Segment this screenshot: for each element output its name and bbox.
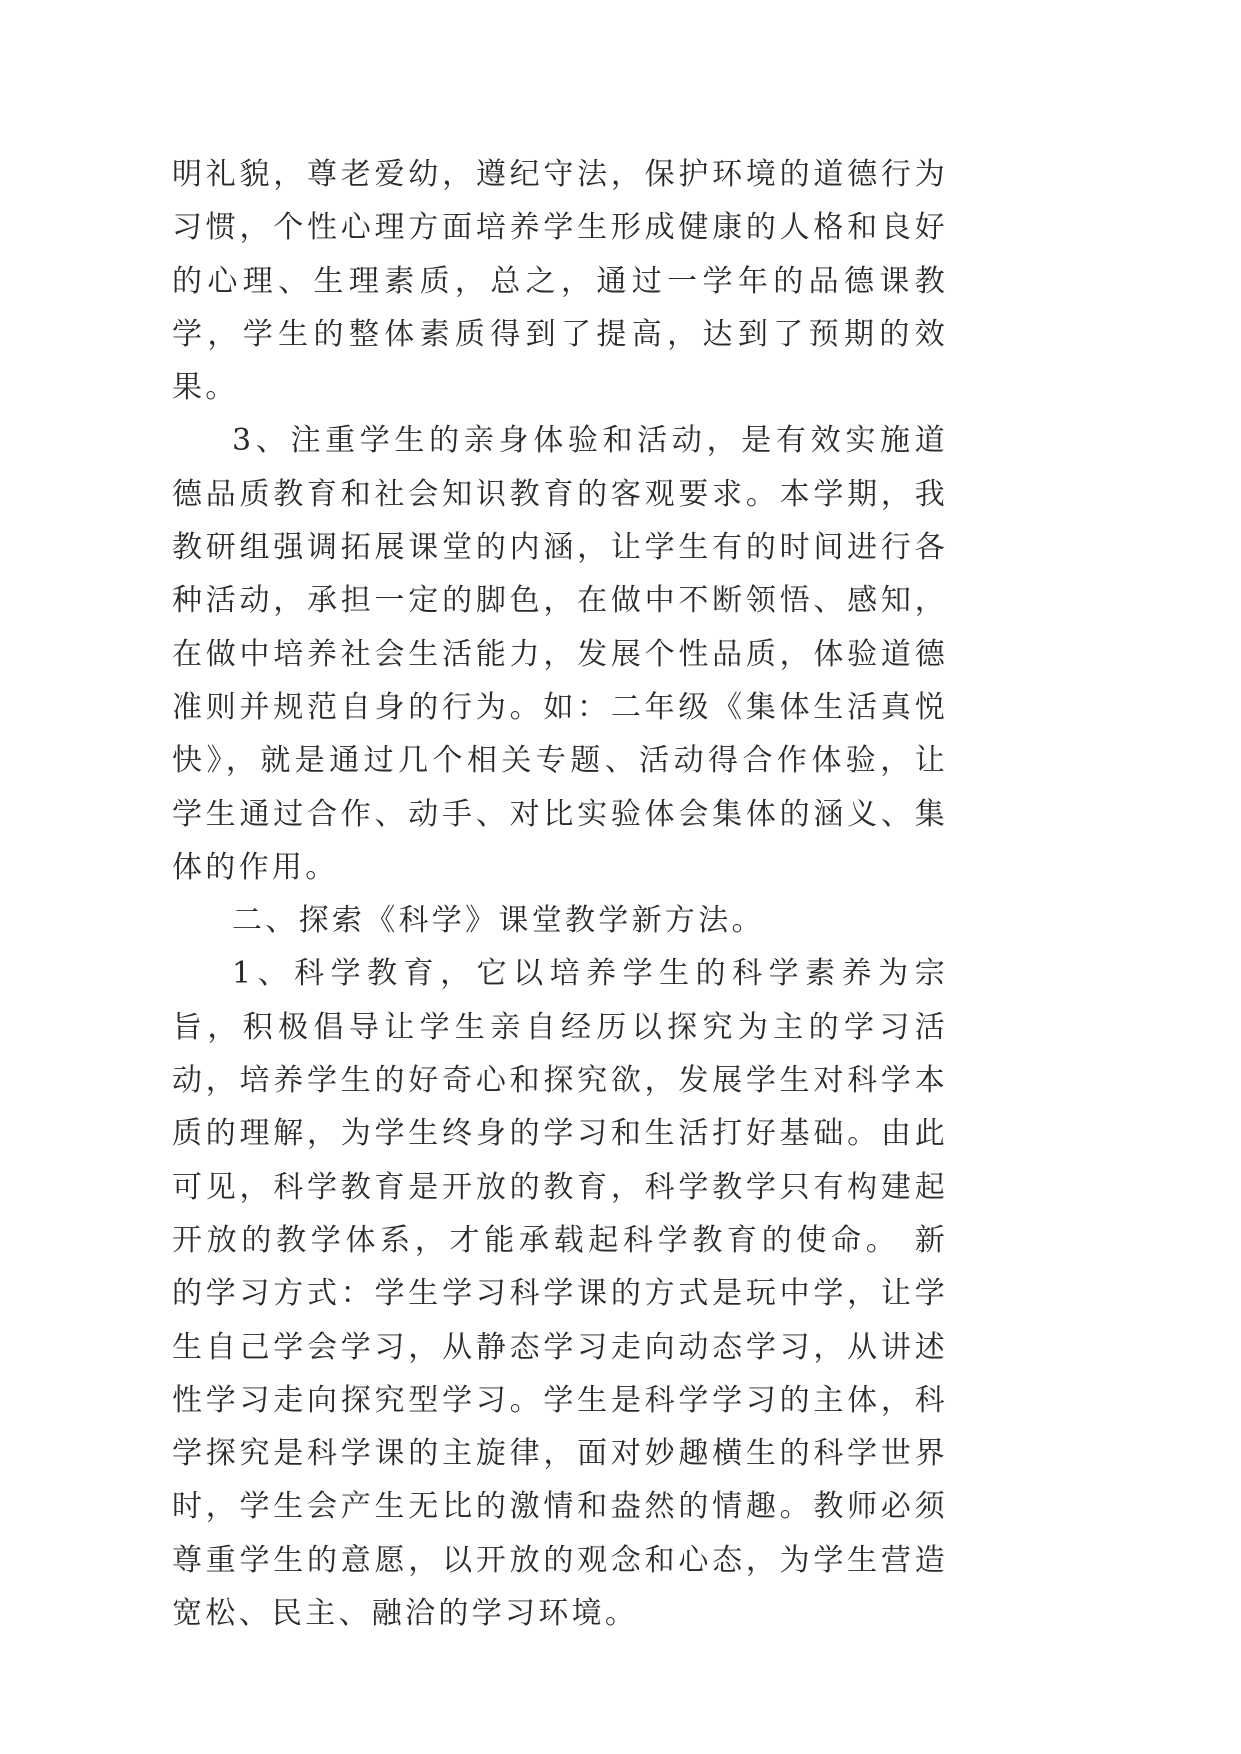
paragraph-point-1-science: 1、科学教育，它以培养学生的科学素养为宗旨，积极倡导让学生亲自经历以探究为主的学习活动，培养学生的好奇心和探究欲，发展学生对科学本质的理解，为学生终身的学习和生活打好基础。由此可见，科学教育是开放的教育，科学教学只有构建起开放的教学体系，才能承载起科学教育的使命。 新的学习方式：学生学习科学课的方式是玩中学，让学生自己学会学习，从静态学习走向动态学习，从讲述性学习走向探究型学习。学生是科学学习的主体，科学探究是科学课的主旋律，面对妙趣横生的科学世界时，学生会产生无比的激情和盎然的情趣。教师必须尊重学生的意愿，以开放的观念和心态，为学生营造宽松、民主、融洽的学习环境。 — [172, 956, 948, 1632]
section-heading-science: 二、探索《科学》课堂教学新方法。 — [232, 903, 765, 939]
paragraph-continuation: 明礼貌，尊老爱幼，遵纪守法，保护环境的道德行为习惯，个性心理方面培养学生形成健康的人格和良好的心理、生理素质，总之，通过一学年的品德课教学，学生的整体素质得到了提高，达到了预期的效果。 — [172, 157, 948, 406]
document-body — [172, 148, 948, 1640]
paragraph-point-3: 3、注重学生的亲身体验和活动，是有效实施道德品质教育和社会知识教育的客观要求。本学期，我教研组强调拓展课堂的内涵，让学生有的时间进行各种活动，承担一定的脚色，在做中不断领悟、感知，在做中培养社会生活能力，发展个性品质，体验道德准则并规范自身的行为。如：二年级《集体生活真悦快》，就是通过几个相关专题、活动得合作体验，让学生通过合作、动手、对比实验体会集体的涵义、集体的作用。 — [172, 423, 948, 885]
